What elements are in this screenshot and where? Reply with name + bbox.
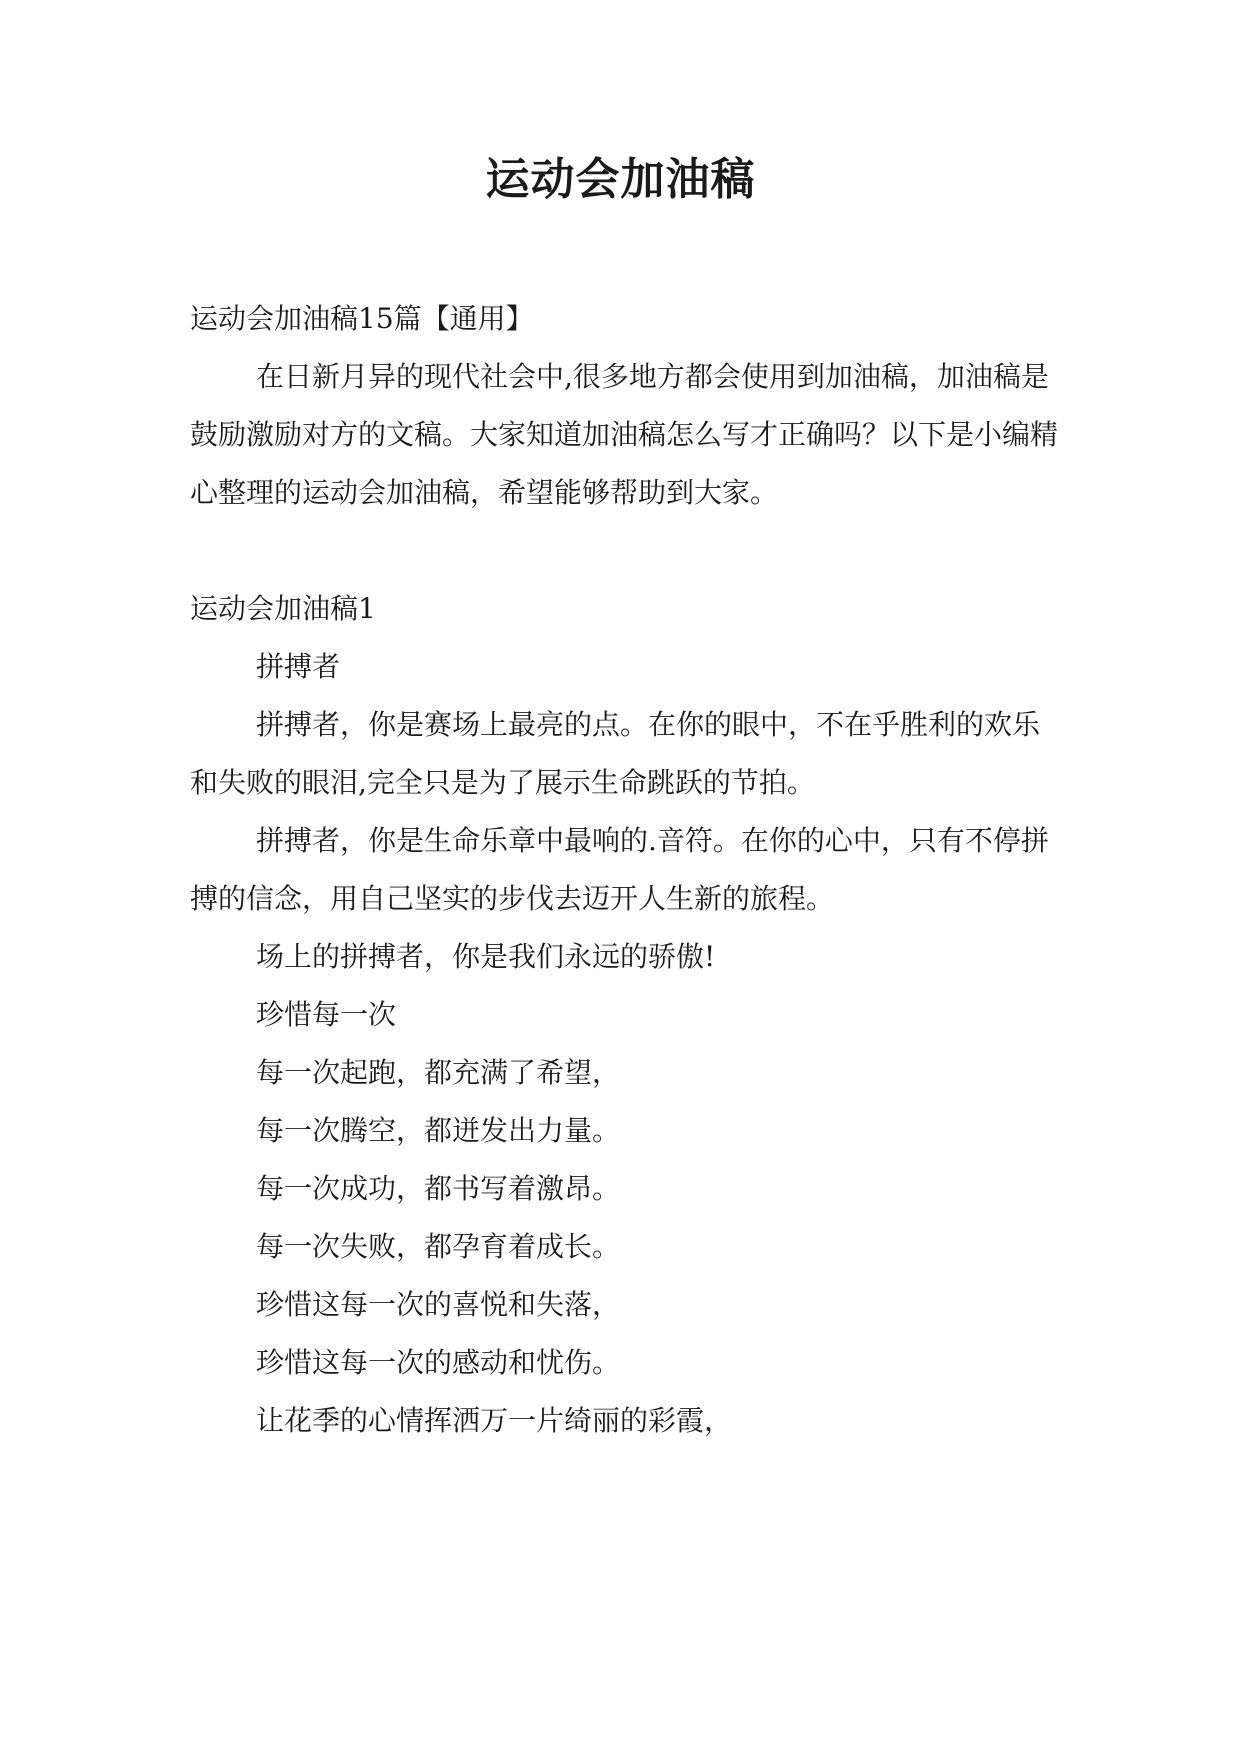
poem-title: 拼搏者	[256, 650, 341, 683]
poem-paragraph: 场上的拼搏者，你是我们永远的骄傲!	[256, 940, 716, 973]
paragraph-gap	[190, 522, 1060, 580]
poem-line: 让花季的心情挥洒万一片绮丽的彩霞，	[256, 1404, 733, 1437]
poem-line: 珍惜这每一次的感动和忧伤。	[256, 1346, 621, 1379]
poem-paragraph: 拼搏者，你是赛场上最亮的点。在你的眼中，不在乎胜利的欢乐和失败的眼泪,完全只是为了展示生命跳跃的节拍。	[190, 708, 1041, 799]
poem-line: 每一次失败，都孕育着成长。	[256, 1230, 621, 1263]
page-title: 运动会加油稿	[485, 154, 756, 205]
subtitle: 运动会加油稿15篇【通用】	[190, 302, 534, 335]
poem-line: 每一次起跑，都充满了希望，	[256, 1056, 621, 1089]
poem-line: 每一次腾空，都迸发出力量。	[256, 1114, 621, 1147]
poem-title: 珍惜每一次	[256, 998, 397, 1031]
intro-paragraph: 在日新月异的现代社会中,很多地方都会使用到加油稿，加油稿是鼓励激励对方的文稿。大家知道加油稿怎么写才正确吗？以下是小编精心整理的运动会加油稿，希望能够帮助到大家。	[190, 360, 1059, 509]
poem-paragraph: 拼搏者，你是生命乐章中最响的.音符。在你的心中，只有不停拼搏的信念，用自己坚实的步伐去迈开人生新的旅程。	[190, 824, 1049, 915]
document-body	[190, 290, 1060, 1450]
poem-line: 每一次成功，都书写着激昂。	[256, 1172, 621, 1205]
section-heading: 运动会加油稿1	[190, 592, 376, 625]
poem-line: 珍惜这每一次的喜悦和失落，	[256, 1288, 621, 1321]
